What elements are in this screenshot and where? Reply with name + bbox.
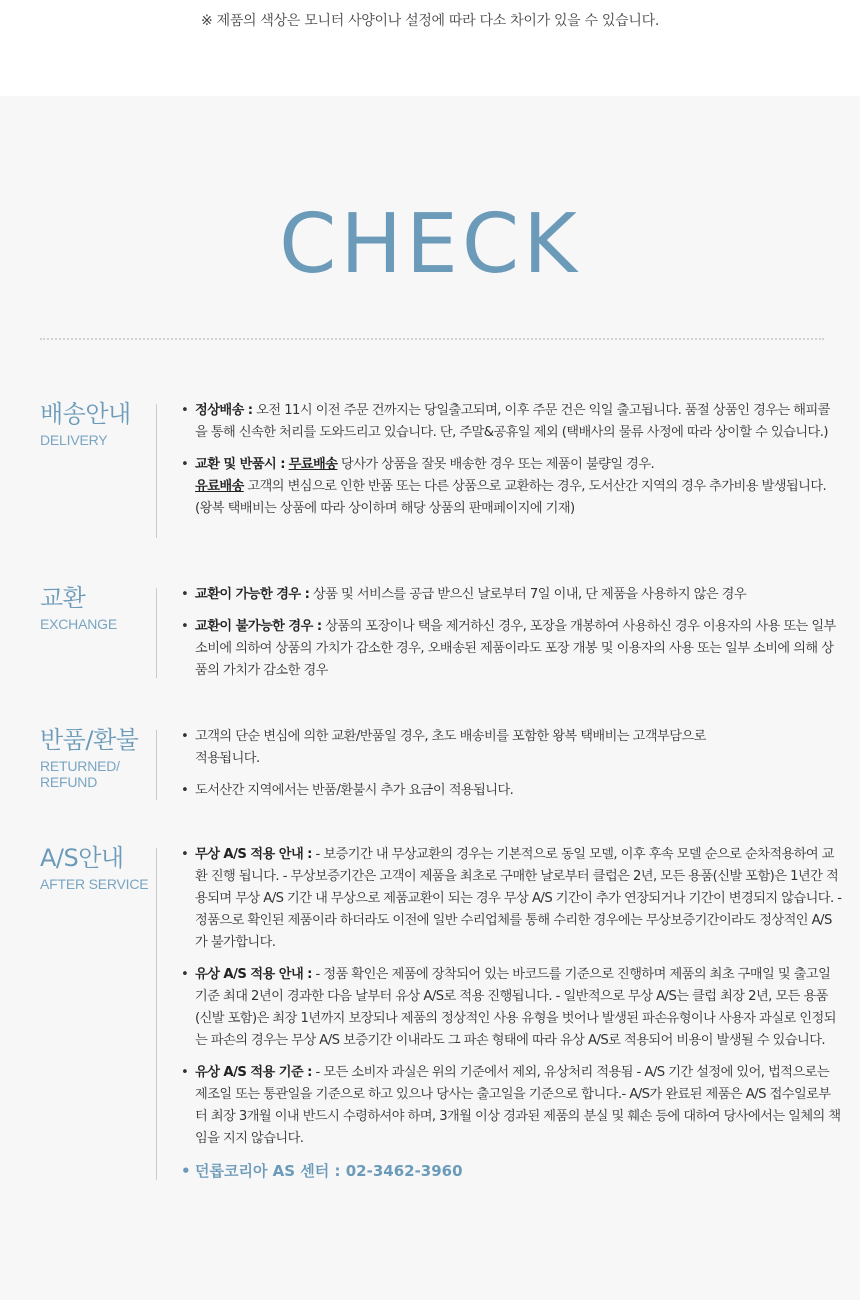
item-label: 유상 A/S 적용 기준 : <box>195 1065 312 1080</box>
item-text: 당사가 상품을 잘못 배송한 경우 또는 제품이 불량일 경우. <box>337 457 655 472</box>
dotted-divider <box>40 338 824 340</box>
as-heading <box>40 844 155 892</box>
list-item <box>180 454 842 520</box>
item-label: 교환이 불가능한 경우 : <box>195 619 322 634</box>
refund-heading <box>40 726 155 790</box>
list-item <box>180 964 842 1052</box>
delivery-divider <box>156 404 157 538</box>
refund-subtitle: RETURNED/ REFUND <box>40 758 120 790</box>
item-text: 오전 11시 이전 주문 건까지는 당일출고되며, 이후 주문 건은 익일 출고됩니다. 품절 상품인 경우는 해피콜을 통해 신속한 처리를 도와드리고 있습니다. 단, 주말&공휴일 제외 (택배사의 물류 사정에 따라 상이할 수 있습니다.) <box>195 403 830 440</box>
as-divider <box>156 848 157 1180</box>
list-item: • 도서산간 지역에서는 반품/환불시 추가 요금이 적용됩니다. <box>180 780 842 802</box>
list-item <box>180 400 842 444</box>
item-label: 무상 A/S 적용 안내 : <box>195 847 312 862</box>
item-label: 정상배송 : <box>195 403 253 418</box>
as-title: A/S안내 <box>40 844 124 872</box>
exchange-heading <box>40 584 155 632</box>
refund-title: 반품/환불 <box>40 726 139 754</box>
item-label: 교환이 가능한 경우 : <box>195 587 310 602</box>
refund-items <box>180 726 842 812</box>
list-item <box>180 844 842 954</box>
check-heading: CHECK <box>279 197 581 292</box>
exchange-title: 교환 <box>40 584 86 612</box>
item-text: 상품 및 서비스를 공급 받으신 날로부터 7일 이내, 단 제품을 사용하지 않은 경우 <box>309 587 747 602</box>
item-text: - 보증기간 내 무상교환의 경우는 기본적으로 동일 모델, 이후 후속 모델 순으로 순차적용하여 교환 진행 됩니다. - 무상보증기간은 고객이 제품을 최초로 구매한 날로부터 클럽은 2년, 모든 용품(신발 포함)은 1년간 적용되며 무상 A/S 기간 내 무상으로 제품교환이 되는 경우 무상 A/S 기간이 추가 연장되거나 기간이 변경되지 않습니다. - 정품으로 확인된 제품이라 하더라도 이전에 일반 수리업체를 통해 수리한 경우에는 무상보증기간이라도 정상적인 A/S가 불가합니다. <box>195 847 842 950</box>
exchange-subtitle: EXCHANGE <box>40 616 117 632</box>
exchange-divider <box>156 588 157 678</box>
delivery-title: 배송안내 <box>40 400 131 428</box>
item-text: - 모든 소비자 과실은 위의 기준에서 제외, 유상처리 적용됨 - A/S 기간 설정에 있어, 법적으로는 제조일 또는 통관일을 기준으로 하고 있으나 당사는 출고일을 기준으로 합니다.- A/S가 완료된 제품은 A/S 접수일로부터 최장 3개월 이내 반드시 수령하셔야 하며, 3개월 이상 경과된 제품의 분실 및 훼손 등에 대하여 당사에서는 일체의 책임을 지지 않습니다. <box>195 1065 841 1146</box>
as-center-contact: • 던롭코리아 AS 센터 : 02-3462-3960 <box>180 1160 842 1182</box>
list-item <box>180 584 842 606</box>
item-text: - 정품 확인은 제품에 장착되어 있는 바코드를 기준으로 진행하며 제품의 최초 구매일 및 출고일기준 최대 2년이 경과한 다음 날부터 유상 A/S로 적용 진행됩니다. - 일반적으로 무상 A/S는 클럽 최장 2년, 모든 용품(신발 포함)은 최장 1년까지 보장되나 제품의 정상적인 사용 유형을 벗어나 발생된 파손유형이나 사용자 과실로 인정되는 파손의 경우는 무상 A/S 보증기간 이내라도 그 파손 형태에 따라 유상 A/S로 적용되어 비용이 발생될 수 있습니다. <box>195 967 836 1048</box>
list-item: • 고객의 단순 변심에 의한 교환/반품일 경우, 초도 배송비를 포함한 왕복 택배비는 고객부담으로 적용됩니다. <box>180 726 715 770</box>
as-items <box>180 844 842 1182</box>
list-item <box>180 616 842 682</box>
delivery-heading <box>40 400 155 448</box>
item-label: 교환 및 반품시 : <box>195 457 285 472</box>
item-text: 상품의 포장이나 택을 제거하신 경우, 포장을 개봉하여 사용하신 경우 이용자의 사용 또는 일부 소비에 의하여 상품의 가치가 감소한 경우, 오배송된 제품이라도 포장 개봉 및 이용자의 사용 또는 일부 소비에 의해 상품의 가치가 감소한 경우 <box>195 619 836 678</box>
paid-shipping-label: 유료배송 <box>195 479 244 494</box>
as-subtitle: AFTER SERVICE <box>40 876 149 892</box>
item-label: 유상 A/S 적용 안내 : <box>195 967 312 982</box>
list-item <box>180 1062 842 1150</box>
delivery-items <box>180 400 842 530</box>
refund-divider <box>156 730 157 800</box>
free-shipping-label: 무료배송 <box>288 457 338 472</box>
item-text: 고객의 변심으로 인한 반품 또는 다른 상품으로 교환하는 경우, 도서산간 지역의 경우 추가비용 발생됩니다. (왕복 택배비는 상품에 따라 상이하며 해당 상품의 판매페이지에 기재) <box>195 479 827 516</box>
exchange-items <box>180 584 842 692</box>
color-notice: ※ 제품의 색상은 모니터 사양이나 설정에 따라 다소 차이가 있을 수 있습니다. <box>201 13 659 29</box>
delivery-subtitle: DELIVERY <box>40 432 108 448</box>
